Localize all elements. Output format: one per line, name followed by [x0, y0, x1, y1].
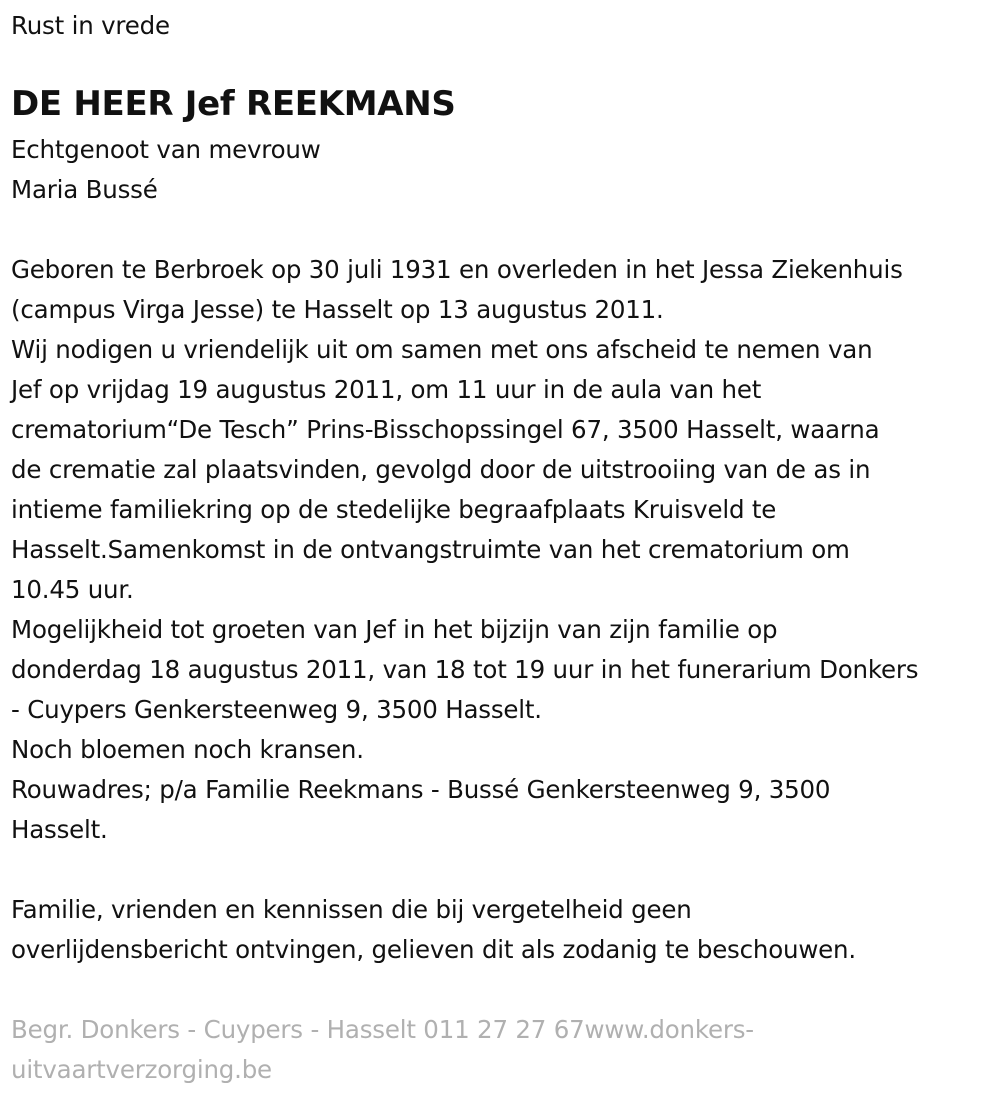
spacer	[11, 850, 996, 890]
spacer	[11, 210, 996, 250]
closing-paragraph	[11, 890, 996, 970]
body-line: - Cuypers Genkersteenweg 9, 3500 Hasselt.	[11, 695, 542, 724]
intro-text: Rust in vrede	[11, 11, 170, 40]
footer-line: uitvaartverzorging.be	[11, 1055, 272, 1084]
body-line: intieme familiekring op de stedelijke begraafplaats Kruisveld te	[11, 495, 777, 524]
body-line: de crematie zal plaatsvinden, gevolgd door de uitstrooiing van de as in	[11, 455, 871, 484]
deceased-name-title: DE HEER Jef REEKMANS	[11, 84, 456, 124]
body-line: crematorium“De Tesch” Prins-Bisschopssingel 67, 3500 Hasselt, waarna	[11, 415, 880, 444]
body-line: Noch bloemen noch kransen.	[11, 735, 364, 764]
funeral-home-footer	[11, 1010, 996, 1090]
body-line: Jef op vrijdag 19 augustus 2011, om 11 uur in de aula van het	[11, 375, 762, 404]
body-line: (campus Virga Jesse) te Hasselt op 13 augustus 2011.	[11, 295, 664, 324]
body-line: Rouwadres; p/a Familie Reekmans - Bussé Genkersteenweg 9, 3500	[11, 775, 831, 804]
body-line: donderdag 18 augustus 2011, van 18 tot 19 uur in het funerarium Donkers	[11, 655, 919, 684]
body-line: Wij nodigen u vriendelijk uit om samen met ons afscheid te nemen van	[11, 335, 873, 364]
body-line: Mogelijkheid tot groeten van Jef in het bijzijn van zijn familie op	[11, 615, 778, 644]
spouse-line-1: Echtgenoot van mevrouw	[11, 135, 321, 164]
body-line: Hasselt.Samenkomst in de ontvangstruimte van het crematorium om	[11, 535, 850, 564]
death-notice	[11, 6, 996, 1090]
body-line: Hasselt.	[11, 815, 108, 844]
closing-line: overlijdensbericht ontvingen, gelieven dit als zodanig te beschouwen.	[11, 935, 856, 964]
body-line: Geboren te Berbroek op 30 juli 1931 en overleden in het Jessa Ziekenhuis	[11, 255, 903, 284]
notice-body	[11, 250, 996, 850]
spacer	[11, 970, 996, 1010]
closing-line: Familie, vrienden en kennissen die bij vergetelheid geen	[11, 895, 692, 924]
spouse-line-2: Maria Bussé	[11, 175, 158, 204]
body-line: 10.45 uur.	[11, 575, 134, 604]
footer-line: Begr. Donkers - Cuypers - Hasselt 011 27 27 67www.donkers-	[11, 1015, 754, 1044]
